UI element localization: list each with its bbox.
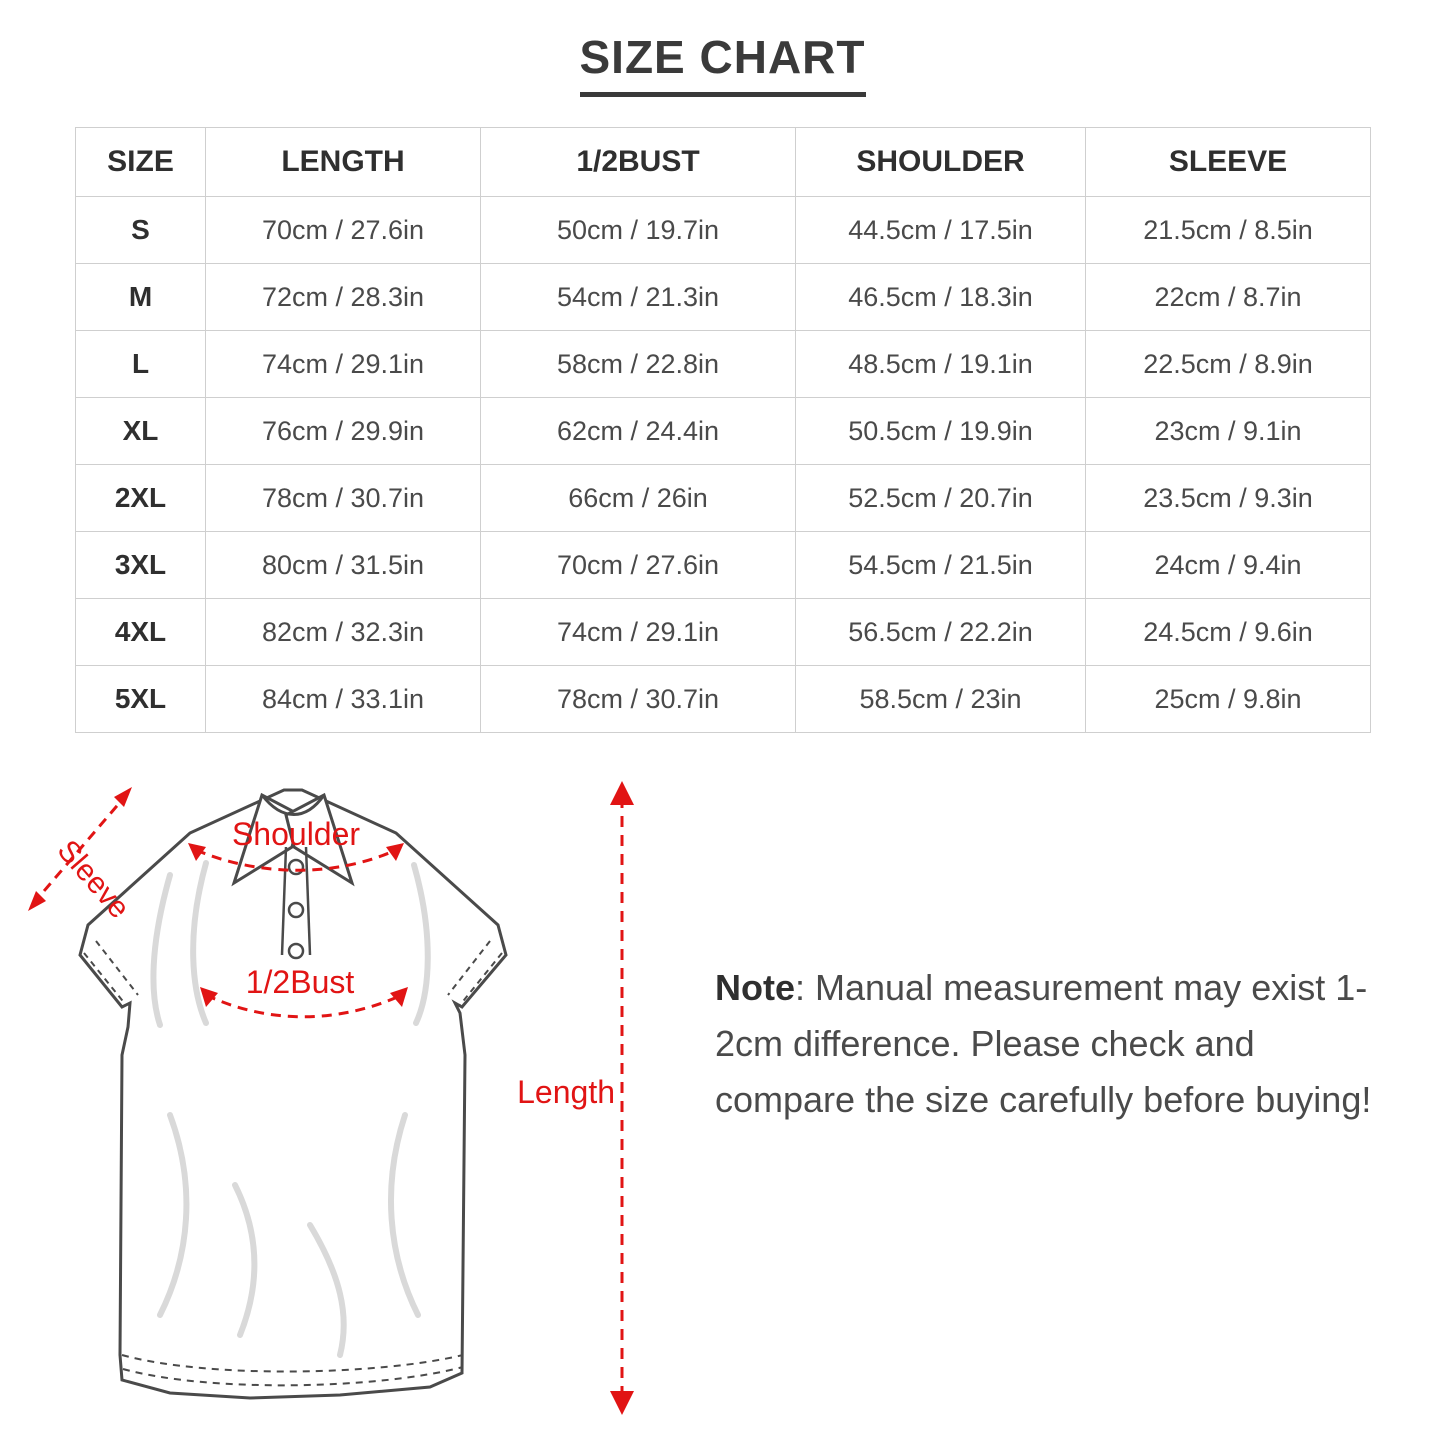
cell-sleeve: 22.5cm / 8.9in: [1086, 331, 1371, 398]
cell-size: L: [76, 331, 206, 398]
cell-shoulder: 56.5cm / 22.2in: [796, 599, 1086, 666]
measurement-diagram: [10, 755, 710, 1445]
cell-size: 2XL: [76, 465, 206, 532]
column-header-bust: 1/2BUST: [481, 128, 796, 197]
length-label: Length: [517, 1074, 615, 1110]
cell-bust: 78cm / 30.7in: [481, 666, 796, 733]
cell-size: S: [76, 197, 206, 264]
table-row: [76, 197, 1371, 264]
cell-length: 78cm / 30.7in: [206, 465, 481, 532]
note-prefix: Note: [715, 967, 795, 1008]
note-text: : Manual measurement may exist 1-2cm difference. Please check and compare the size carefully before buying!: [715, 967, 1372, 1120]
cell-sleeve: 23.5cm / 9.3in: [1086, 465, 1371, 532]
size-table-container: [75, 127, 1370, 733]
column-header-shoulder: SHOULDER: [796, 128, 1086, 197]
cell-bust: 74cm / 29.1in: [481, 599, 796, 666]
page-title: SIZE CHART: [580, 30, 866, 97]
table-header-row: [76, 128, 1371, 197]
cell-bust: 70cm / 27.6in: [481, 532, 796, 599]
note-block: [715, 960, 1375, 1127]
cell-sleeve: 25cm / 9.8in: [1086, 666, 1371, 733]
cell-sleeve: 23cm / 9.1in: [1086, 398, 1371, 465]
cell-shoulder: 46.5cm / 18.3in: [796, 264, 1086, 331]
column-header-sleeve: SLEEVE: [1086, 128, 1371, 197]
table-row: [76, 264, 1371, 331]
cell-sleeve: 24.5cm / 9.6in: [1086, 599, 1371, 666]
table-body: [76, 197, 1371, 733]
cell-bust: 62cm / 24.4in: [481, 398, 796, 465]
cell-length: 84cm / 33.1in: [206, 666, 481, 733]
cell-length: 70cm / 27.6in: [206, 197, 481, 264]
cell-length: 72cm / 28.3in: [206, 264, 481, 331]
shoulder-label: Shoulder: [231, 816, 361, 852]
column-header-length: LENGTH: [206, 128, 481, 197]
cell-sleeve: 22cm / 8.7in: [1086, 264, 1371, 331]
bust-label: 1/2Bust: [245, 964, 355, 1000]
sleeve-label: Sleeve: [50, 833, 136, 925]
cell-bust: 58cm / 22.8in: [481, 331, 796, 398]
cell-size: M: [76, 264, 206, 331]
shirt-outline: [80, 790, 506, 1398]
table-row: [76, 666, 1371, 733]
cell-size: 4XL: [76, 599, 206, 666]
size-table: [75, 127, 1371, 733]
cell-sleeve: 24cm / 9.4in: [1086, 532, 1371, 599]
title-container: [0, 0, 1445, 97]
cell-shoulder: 52.5cm / 20.7in: [796, 465, 1086, 532]
cell-shoulder: 54.5cm / 21.5in: [796, 532, 1086, 599]
polo-shirt-diagram-svg: [10, 755, 710, 1445]
table-row: [76, 532, 1371, 599]
cell-size: 3XL: [76, 532, 206, 599]
cell-bust: 66cm / 26in: [481, 465, 796, 532]
cell-size: XL: [76, 398, 206, 465]
cell-shoulder: 48.5cm / 19.1in: [796, 331, 1086, 398]
table-header: [76, 128, 1371, 197]
table-row: [76, 398, 1371, 465]
cell-size: 5XL: [76, 666, 206, 733]
lower-section: [0, 755, 1445, 1445]
table-row: [76, 331, 1371, 398]
cell-sleeve: 21.5cm / 8.5in: [1086, 197, 1371, 264]
cell-shoulder: 50.5cm / 19.9in: [796, 398, 1086, 465]
cell-shoulder: 58.5cm / 23in: [796, 666, 1086, 733]
cell-bust: 54cm / 21.3in: [481, 264, 796, 331]
cell-length: 76cm / 29.9in: [206, 398, 481, 465]
table-row: [76, 465, 1371, 532]
cell-length: 80cm / 31.5in: [206, 532, 481, 599]
cell-shoulder: 44.5cm / 17.5in: [796, 197, 1086, 264]
column-header-size: SIZE: [76, 128, 206, 197]
cell-length: 82cm / 32.3in: [206, 599, 481, 666]
cell-length: 74cm / 29.1in: [206, 331, 481, 398]
cell-bust: 50cm / 19.7in: [481, 197, 796, 264]
table-row: [76, 599, 1371, 666]
